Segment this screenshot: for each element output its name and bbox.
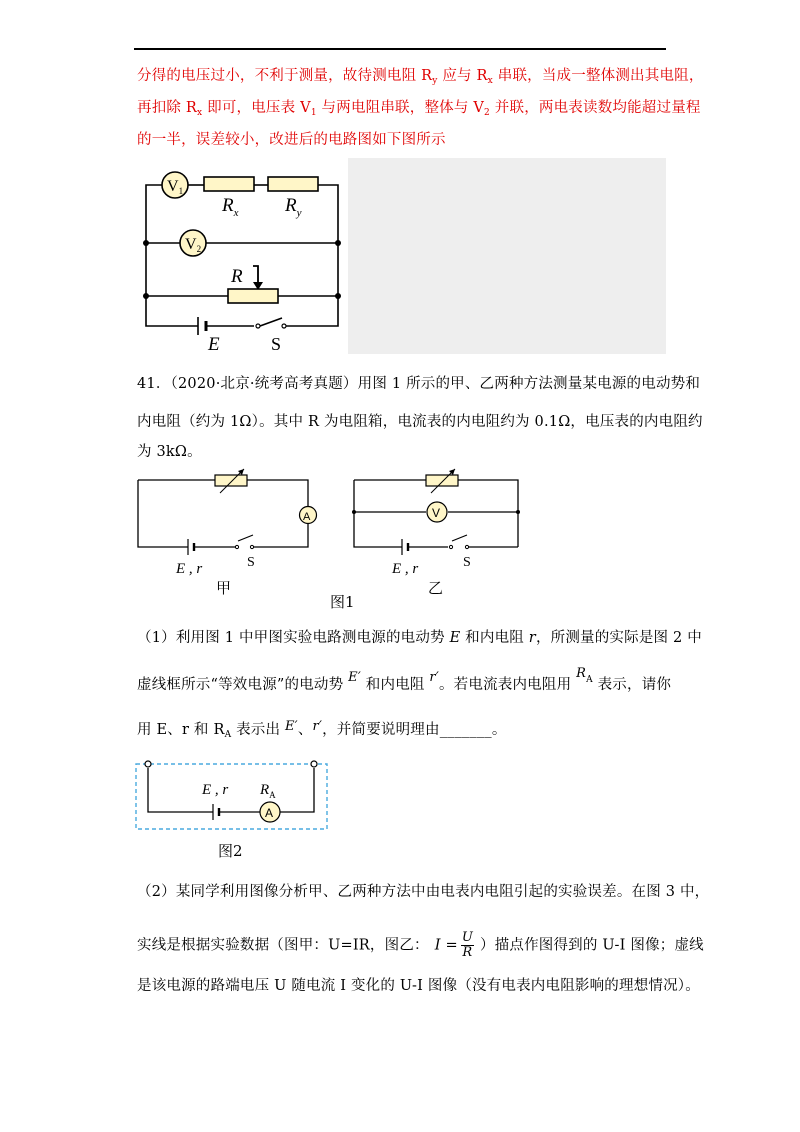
figure-1 — [130, 465, 530, 615]
svg-text:A: A — [303, 511, 311, 523]
svg-text:乙: 乙 — [428, 579, 444, 597]
part1-line-2: 虚线框所示“等效电源”的电动势 E′ 和内电阻 r′。若电流表内电阻用 $R^A$ 表示，请你 — [137, 666, 672, 693]
solution-line-2: 再扣除 $R_x$ 即可，电压表 $V_1$ 与两电阻串联，整体与 $V_2$ 并联，两电表读数均能超过量程 — [137, 100, 701, 118]
question-line-1: 41．（2020·北京·统考高考真题）用图 1 所示的甲、乙两种方法测量某电源的电动势和 — [137, 376, 701, 392]
label-r: R — [231, 266, 243, 287]
svg-text:E , r: E , r — [176, 561, 203, 577]
figure-1-caption: 图1 — [330, 593, 355, 611]
figure-2-caption: 图2 — [218, 842, 243, 860]
svg-text:A: A — [265, 806, 274, 820]
part1-line-1: （1）利用图 1 中甲图实验电路测电源的电动势 E 和内电阻 r，所测量的实际是图 2 中 — [137, 630, 702, 646]
question-line-3: 为 3kΩ。 — [137, 444, 202, 460]
header-rule — [134, 48, 666, 50]
svg-text:E , r: E , r — [392, 561, 419, 577]
label-e: E — [208, 334, 220, 354]
svg-text:E , r: E , r — [202, 782, 229, 798]
figure-2 — [130, 754, 340, 866]
label-s: S — [271, 334, 282, 354]
part2-line-2: 实线是根据实验数据（图甲：U=IR，图乙： I = $\frac{U}{R}$ ）描点作图得到的 U-I 图像；虚线 — [137, 930, 704, 960]
terminal-left — [145, 761, 151, 767]
solution-line-1: 分得的电压过小，不利于测量，故待测电阻 $R_y$ 应与 $R_x$ 串联，当成一整体测出其电阻， — [137, 68, 704, 86]
resistor-box-right — [426, 475, 458, 486]
label-ry: $R_y$ — [285, 195, 302, 219]
svg-text:V2: V2 — [185, 236, 202, 254]
svg-text:甲: 甲 — [216, 579, 232, 597]
resistor-ry — [268, 177, 318, 191]
equivalent-source-box — [136, 764, 327, 829]
resistor-box-left — [215, 475, 247, 486]
svg-text:V1: V1 — [167, 178, 184, 196]
svg-text:S: S — [463, 555, 471, 570]
improved-circuit-diagram — [136, 158, 666, 354]
question-line-2: 内电阻（约为 1Ω）。其中 R 为电阻箱，电流表的内电阻约为 0.1Ω，电压表的内电阻约 — [137, 414, 703, 430]
part2-line-1: （2）某同学利用图像分析甲、乙两种方法中由电表内电阻引起的实验误差。在图 3 中， — [137, 884, 710, 900]
resistor-rx — [204, 177, 254, 191]
part2-line-3: 是该电源的路端电压 U 随电流 I 变化的 U-I 图像（没有电表内电阻影响的理想情况）。 — [137, 978, 700, 994]
solution-line-3: 的一半，误差较小，改进后的电路图如下图所示 — [137, 132, 446, 148]
svg-text:V: V — [432, 506, 441, 520]
svg-text:RA: $R_A$ — [260, 782, 276, 800]
label-rx: $R_x$ — [222, 195, 239, 219]
svg-text:S: S — [247, 555, 255, 570]
part1-line-3: 用 E、r 和 $R_A$ 表示出 E′、r′，并简要说明理由_______。 — [137, 719, 507, 740]
terminal-right — [311, 761, 317, 767]
rheostat-r — [228, 289, 278, 303]
